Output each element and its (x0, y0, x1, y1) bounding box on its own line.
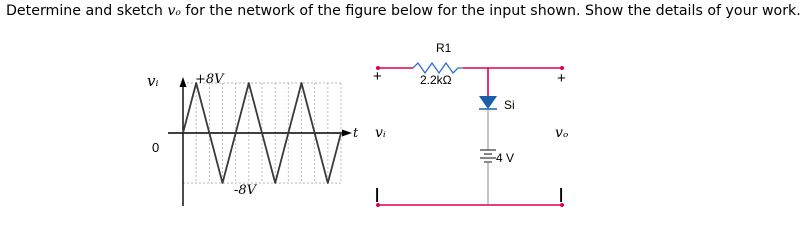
question-prefix: Determine and sketch (6, 3, 168, 19)
circuit (373, 41, 568, 207)
resistor-zigzag (413, 63, 463, 73)
x-axis-label: t (353, 126, 359, 141)
input-label: vᵢ (375, 125, 386, 141)
battery-icon (480, 150, 496, 162)
output-minus-sign: | (559, 186, 564, 203)
output-label: vₒ (555, 125, 569, 141)
battery-label: 4 V (496, 151, 515, 165)
input-bottom-terminal (376, 203, 380, 207)
diode-icon (479, 96, 497, 109)
input-minus-sign: | (375, 186, 380, 203)
resistor-name: R1 (436, 41, 452, 55)
resistor-value: 2.2kΩ (420, 73, 452, 87)
y-axis-label: vᵢ (147, 72, 159, 90)
question-variable: vₒ (167, 3, 181, 19)
x-axis-arrow (342, 130, 352, 137)
negative-peak-label: -8V (234, 183, 257, 198)
output-bottom-terminal (560, 203, 564, 207)
output-plus-sign: + (557, 70, 566, 87)
y-axis-arrow (180, 77, 187, 87)
positive-peak-label: +8V (195, 72, 224, 87)
waveform-graph (147, 72, 359, 206)
origin-label: 0 (152, 140, 160, 155)
input-plus-sign: + (373, 68, 382, 85)
question-suffix: for the network of the figure below for the input shown. Show the details of your work. (180, 3, 801, 19)
diode-label: Si (504, 98, 515, 112)
